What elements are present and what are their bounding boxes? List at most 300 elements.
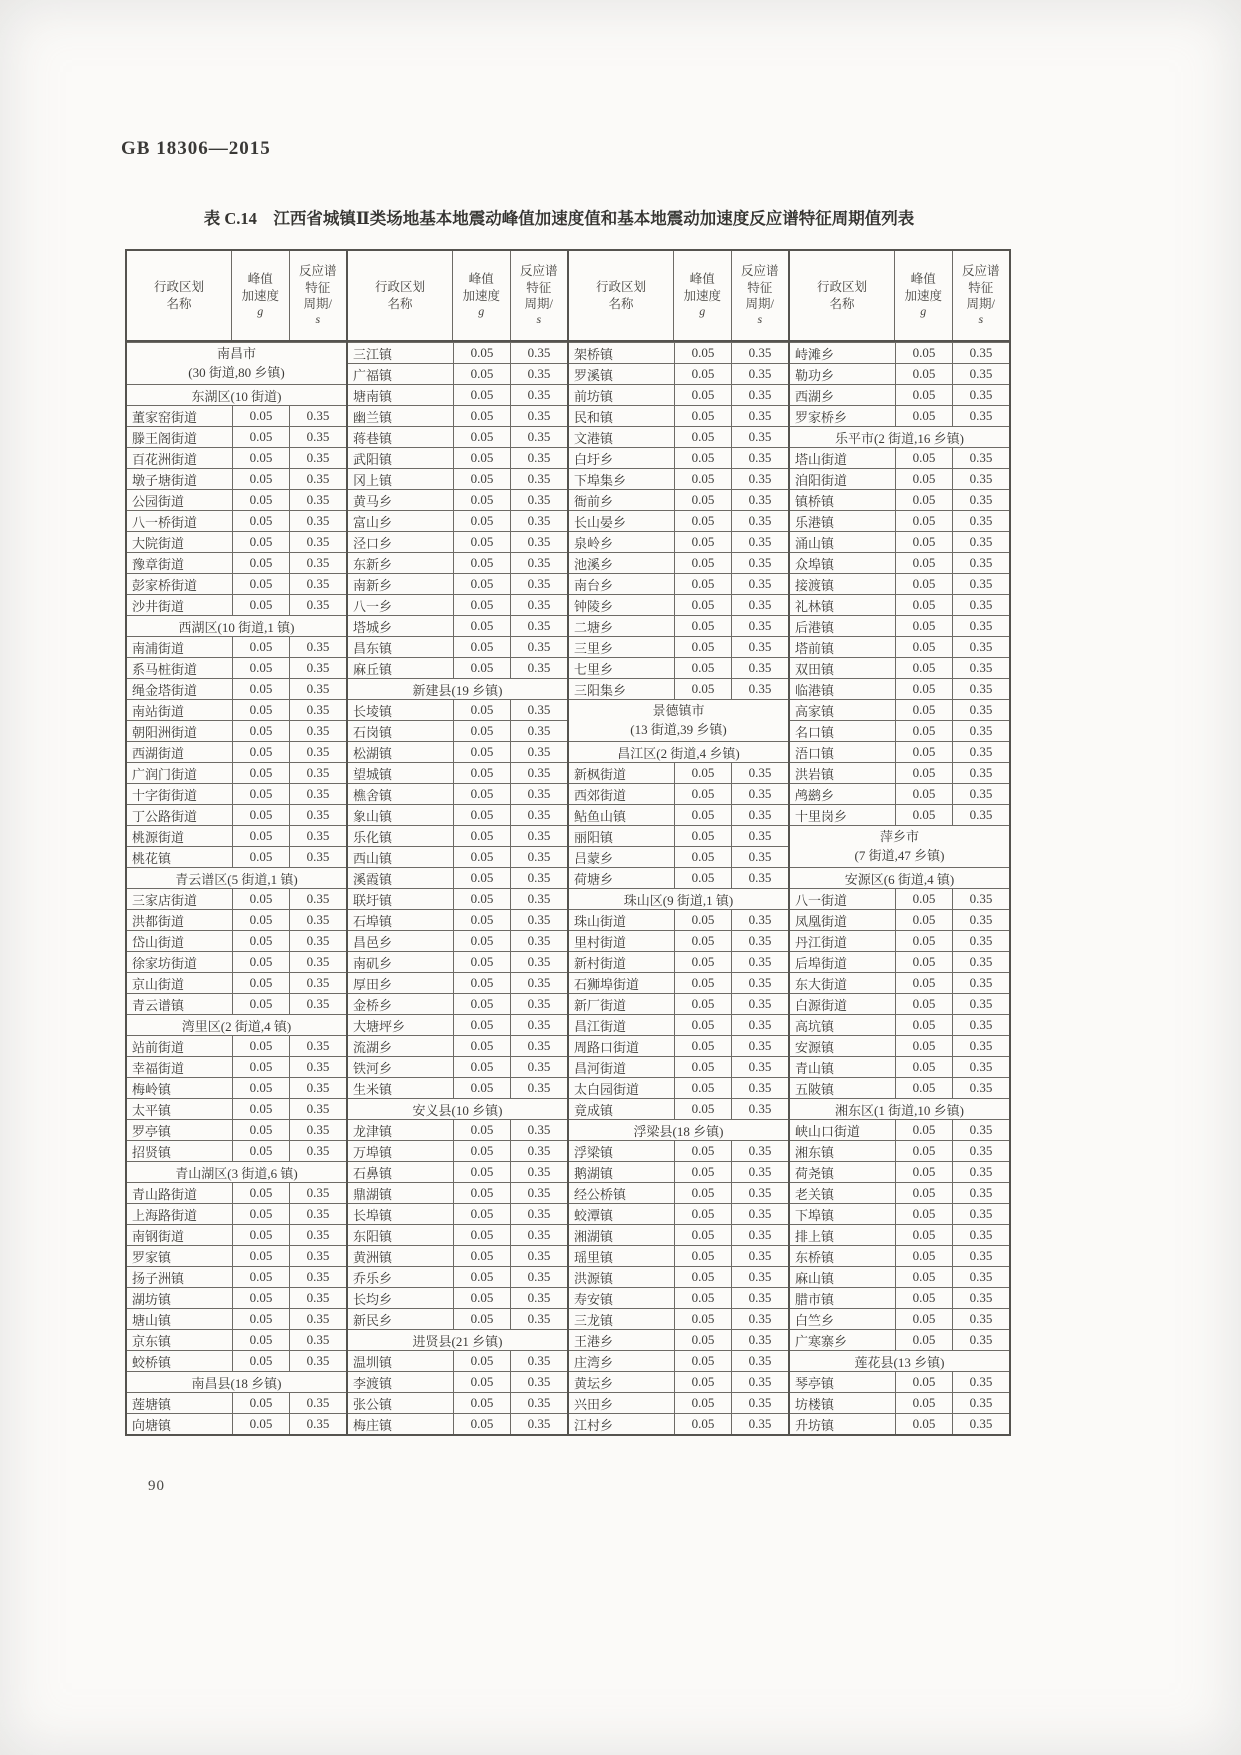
- table-row: [348, 510, 567, 531]
- pga-value-cell: 0.05: [674, 763, 731, 783]
- district-name-cell: 南站街道: [132, 703, 185, 719]
- district-name-cell: 蛟潭镇: [574, 1207, 614, 1223]
- table-group-header: [348, 1329, 567, 1350]
- pga-value-cell: 0.05: [453, 385, 510, 405]
- district-name-cell: 朝阳洲街道: [132, 724, 198, 740]
- column-header-row: [569, 251, 788, 342]
- table-row: [348, 867, 567, 888]
- district-name-cell: 上海路街道: [132, 1207, 198, 1223]
- district-name-cell: 厚田乡: [353, 976, 393, 992]
- period-value-cell: 0.35: [289, 553, 346, 573]
- table-row: [790, 1224, 1009, 1245]
- pga-value-cell: 0.05: [895, 1120, 952, 1140]
- pga-value-cell: 0.05: [232, 490, 289, 510]
- district-name-cell: 龙津镇: [353, 1123, 393, 1139]
- pga-value-cell: 0.05: [674, 1078, 731, 1098]
- group-header-text: 莲花县(13 乡镇): [854, 1354, 945, 1370]
- group-header-text: 新建县(19 乡镇): [412, 682, 503, 698]
- district-name-cell: 乐化镇: [353, 829, 393, 845]
- period-value-cell: 0.35: [289, 1099, 346, 1119]
- table-row: [348, 342, 567, 363]
- period-value-cell: 0.35: [731, 1351, 788, 1371]
- district-name-cell: 东大街道: [795, 976, 848, 992]
- district-name-cell: 下埠集乡: [574, 472, 627, 488]
- table-row: [569, 846, 788, 867]
- period-value-cell: 0.35: [952, 1393, 1009, 1413]
- table-row: [348, 1203, 567, 1224]
- period-value-cell: 0.35: [731, 763, 788, 783]
- table-row: [790, 342, 1009, 363]
- district-name-cell: 幸福街道: [132, 1060, 185, 1076]
- district-name-cell: 东阳镇: [353, 1228, 393, 1244]
- district-name-cell: 象山镇: [353, 808, 393, 824]
- header-spectrum-period: 反应谱 特征 周期/ s: [952, 251, 1009, 340]
- pga-value-cell: 0.05: [453, 1267, 510, 1287]
- table-row: [790, 573, 1009, 594]
- period-value-cell: 0.35: [731, 1225, 788, 1245]
- pga-value-cell: 0.05: [453, 847, 510, 867]
- table-row: [569, 909, 788, 930]
- period-value-cell: 0.35: [731, 1330, 788, 1350]
- district-name-cell: 接渡镇: [795, 577, 835, 593]
- period-value-cell: 0.35: [510, 385, 567, 405]
- table-row: [790, 1119, 1009, 1140]
- district-name-cell: 鹅湖镇: [574, 1165, 614, 1181]
- pga-value-cell: 0.05: [232, 595, 289, 615]
- table-row: [790, 489, 1009, 510]
- group-header-text: 珠山区(9 街道,1 镇): [623, 892, 734, 908]
- table-row: [127, 930, 346, 951]
- period-value-cell: 0.35: [289, 1393, 346, 1413]
- table-row: [127, 1392, 346, 1413]
- table-row: [569, 867, 788, 888]
- district-name-cell: 岱山街道: [132, 934, 185, 950]
- table-row: [348, 1056, 567, 1077]
- table-group-header: [790, 825, 1009, 867]
- period-value-cell: 0.35: [289, 1267, 346, 1287]
- district-name-cell: 丹江街道: [795, 934, 848, 950]
- pga-value-cell: 0.05: [674, 616, 731, 636]
- pga-value-cell: 0.05: [232, 427, 289, 447]
- district-name-cell: 昌邑乡: [353, 934, 393, 950]
- table-row: [127, 783, 346, 804]
- group-header-text: (13 街道,39 乡镇): [630, 721, 727, 737]
- period-value-cell: 0.35: [731, 1372, 788, 1392]
- pga-value-cell: 0.05: [232, 1183, 289, 1203]
- pga-value-cell: 0.05: [453, 1078, 510, 1098]
- pga-value-cell: 0.05: [674, 364, 731, 384]
- period-value-cell: 0.35: [510, 994, 567, 1014]
- period-value-cell: 0.35: [731, 847, 788, 867]
- table-row: [127, 1140, 346, 1161]
- table-row: [127, 846, 346, 867]
- table-row: [790, 1308, 1009, 1329]
- table-row: [127, 1035, 346, 1056]
- district-name-cell: 吕蒙乡: [574, 850, 614, 866]
- period-value-cell: 0.35: [952, 469, 1009, 489]
- district-name-cell: 彭家桥街道: [132, 577, 198, 593]
- period-value-cell: 0.35: [510, 1183, 567, 1203]
- pga-value-cell: 0.05: [895, 658, 952, 678]
- period-value-cell: 0.35: [952, 1414, 1009, 1434]
- pga-value-cell: 0.05: [674, 826, 731, 846]
- pga-value-cell: 0.05: [453, 952, 510, 972]
- district-name-cell: 太平镇: [132, 1102, 172, 1118]
- table-group-header: [127, 1161, 346, 1182]
- table-row: [348, 1035, 567, 1056]
- period-value-cell: 0.35: [731, 973, 788, 993]
- pga-value-cell: 0.05: [453, 574, 510, 594]
- district-name-cell: 民和镇: [574, 409, 614, 425]
- table-row: [348, 1077, 567, 1098]
- period-value-cell: 0.35: [952, 1057, 1009, 1077]
- district-name-cell: 徐家坊街道: [132, 955, 198, 971]
- period-value-cell: 0.35: [731, 931, 788, 951]
- table-row: [348, 930, 567, 951]
- district-name-cell: 西湖街道: [132, 745, 185, 761]
- district-name-cell: 涌山镇: [795, 535, 835, 551]
- pga-value-cell: 0.05: [674, 553, 731, 573]
- district-name-cell: 三里乡: [574, 640, 614, 656]
- district-name-cell: 经公桥镇: [574, 1186, 627, 1202]
- pga-value-cell: 0.05: [895, 973, 952, 993]
- district-name-cell: 西山镇: [353, 850, 393, 866]
- district-name-cell: 新厂街道: [574, 997, 627, 1013]
- table-row: [790, 930, 1009, 951]
- district-name-cell: 后埠街道: [795, 955, 848, 971]
- pga-value-cell: 0.05: [453, 1120, 510, 1140]
- district-name-cell: 八一桥街道: [132, 514, 198, 530]
- pga-value-cell: 0.05: [674, 994, 731, 1014]
- district-name-cell: 塔城乡: [353, 619, 393, 635]
- district-name-cell: 广寒寨乡: [795, 1333, 848, 1349]
- table-group-header: [790, 1098, 1009, 1119]
- district-name-cell: 双田镇: [795, 661, 835, 677]
- pga-value-cell: 0.05: [674, 1372, 731, 1392]
- pga-value-cell: 0.05: [895, 994, 952, 1014]
- table-row: [127, 1413, 346, 1434]
- pga-value-cell: 0.05: [232, 1036, 289, 1056]
- table-row: [569, 1203, 788, 1224]
- table-row: [569, 1161, 788, 1182]
- period-value-cell: 0.35: [731, 1099, 788, 1119]
- district-name-cell: 排上镇: [795, 1228, 835, 1244]
- seismic-parameter-table: [125, 249, 1011, 1436]
- table-row: [127, 1224, 346, 1245]
- table-row: [790, 1203, 1009, 1224]
- district-name-cell: 白圩乡: [574, 451, 614, 467]
- pga-value-cell: 0.05: [674, 931, 731, 951]
- period-value-cell: 0.35: [952, 763, 1009, 783]
- district-name-cell: 高坑镇: [795, 1018, 835, 1034]
- period-value-cell: 0.35: [510, 1120, 567, 1140]
- pga-value-cell: 0.05: [895, 406, 952, 426]
- header-spectrum-period: 反应谱 特征 周期/ s: [289, 251, 346, 340]
- table-row: [569, 594, 788, 615]
- group-header-text: 西湖区(10 街道,1 镇): [178, 619, 295, 635]
- period-value-cell: 0.35: [510, 658, 567, 678]
- district-name-cell: 长堎镇: [353, 703, 393, 719]
- table-row: [348, 1182, 567, 1203]
- district-name-cell: 八一乡: [353, 598, 393, 614]
- table-row: [569, 1245, 788, 1266]
- group-header-text: 安义县(10 乡镇): [412, 1102, 503, 1118]
- table-group-header: [569, 1119, 788, 1140]
- table-row: [790, 1329, 1009, 1350]
- pga-value-cell: 0.05: [674, 805, 731, 825]
- district-name-cell: 洪都街道: [132, 913, 185, 929]
- pga-value-cell: 0.05: [232, 574, 289, 594]
- table-row: [790, 1392, 1009, 1413]
- period-value-cell: 0.35: [289, 1057, 346, 1077]
- period-value-cell: 0.35: [731, 1141, 788, 1161]
- pga-value-cell: 0.05: [895, 931, 952, 951]
- period-value-cell: 0.35: [952, 406, 1009, 426]
- period-value-cell: 0.35: [952, 994, 1009, 1014]
- table-row: [127, 1329, 346, 1350]
- table-row: [569, 1224, 788, 1245]
- table-row: [790, 909, 1009, 930]
- table-row: [569, 489, 788, 510]
- district-name-cell: 后港镇: [795, 619, 835, 635]
- period-value-cell: 0.35: [510, 1288, 567, 1308]
- pga-value-cell: 0.05: [674, 1183, 731, 1203]
- pga-value-cell: 0.05: [674, 427, 731, 447]
- district-name-cell: 三家店街道: [132, 892, 198, 908]
- district-name-cell: 鸬鹚乡: [795, 787, 835, 803]
- pga-value-cell: 0.05: [895, 1267, 952, 1287]
- pga-value-cell: 0.05: [232, 973, 289, 993]
- table-row: [790, 972, 1009, 993]
- pga-value-cell: 0.05: [232, 1225, 289, 1245]
- table-row: [569, 363, 788, 384]
- district-name-cell: 琴亭镇: [795, 1375, 835, 1391]
- pga-value-cell: 0.05: [674, 1414, 731, 1434]
- district-name-cell: 李渡镇: [353, 1375, 393, 1391]
- pga-value-cell: 0.05: [232, 1141, 289, 1161]
- pga-value-cell: 0.05: [232, 1288, 289, 1308]
- pga-value-cell: 0.05: [453, 511, 510, 531]
- district-name-cell: 青山路街道: [132, 1186, 198, 1202]
- district-name-cell: 石岗镇: [353, 724, 393, 740]
- table-row: [348, 762, 567, 783]
- district-name-cell: 三阳集乡: [574, 682, 627, 698]
- period-value-cell: 0.35: [510, 910, 567, 930]
- period-value-cell: 0.35: [510, 1057, 567, 1077]
- table-row: [127, 1098, 346, 1119]
- table-row: [569, 1098, 788, 1119]
- pga-value-cell: 0.05: [232, 1078, 289, 1098]
- table-row: [790, 1035, 1009, 1056]
- table-row: [569, 426, 788, 447]
- pga-value-cell: 0.05: [895, 1288, 952, 1308]
- table-row: [348, 531, 567, 552]
- district-name-cell: 十里岗乡: [795, 808, 848, 824]
- district-name-cell: 瑶里镇: [574, 1249, 614, 1265]
- pga-value-cell: 0.05: [453, 595, 510, 615]
- district-name-cell: 墩子塘街道: [132, 472, 198, 488]
- district-name-cell: 荷尧镇: [795, 1165, 835, 1181]
- period-value-cell: 0.35: [510, 700, 567, 720]
- pga-value-cell: 0.05: [453, 553, 510, 573]
- pga-value-cell: 0.05: [453, 1225, 510, 1245]
- pga-value-cell: 0.05: [674, 1015, 731, 1035]
- period-value-cell: 0.35: [510, 595, 567, 615]
- period-value-cell: 0.35: [731, 994, 788, 1014]
- district-name-cell: 长均乡: [353, 1291, 393, 1307]
- pga-value-cell: 0.05: [674, 448, 731, 468]
- pga-value-cell: 0.05: [674, 868, 731, 888]
- period-value-cell: 0.35: [510, 616, 567, 636]
- pga-value-cell: 0.05: [674, 1246, 731, 1266]
- pga-value-cell: 0.05: [453, 364, 510, 384]
- pga-value-cell: 0.05: [453, 1141, 510, 1161]
- table-row: [348, 783, 567, 804]
- table-row: [790, 615, 1009, 636]
- pga-value-cell: 0.05: [232, 1204, 289, 1224]
- period-value-cell: 0.35: [289, 742, 346, 762]
- table-row: [569, 825, 788, 846]
- pga-value-cell: 0.05: [674, 1162, 731, 1182]
- period-value-cell: 0.35: [510, 574, 567, 594]
- column-group-2: [346, 251, 567, 1434]
- table-row: [569, 1392, 788, 1413]
- pga-value-cell: 0.05: [453, 910, 510, 930]
- table-row: [127, 657, 346, 678]
- district-name-cell: 乐港镇: [795, 514, 835, 530]
- pga-value-cell: 0.05: [895, 1225, 952, 1245]
- header-peak-acceleration: 峰值 加速度 g: [452, 251, 509, 340]
- period-value-cell: 0.35: [952, 1288, 1009, 1308]
- period-value-cell: 0.35: [952, 511, 1009, 531]
- group-header-text: 南昌县(18 乡镇): [191, 1375, 282, 1391]
- pga-value-cell: 0.05: [895, 511, 952, 531]
- period-value-cell: 0.35: [510, 364, 567, 384]
- period-value-cell: 0.35: [952, 595, 1009, 615]
- table-row: [348, 594, 567, 615]
- table-row: [348, 1119, 567, 1140]
- period-value-cell: 0.35: [510, 427, 567, 447]
- district-name-cell: 丁公路街道: [132, 808, 198, 824]
- table-group-header: [348, 1098, 567, 1119]
- district-name-cell: 梅庄镇: [353, 1417, 393, 1433]
- period-value-cell: 0.35: [510, 889, 567, 909]
- period-value-cell: 0.35: [289, 1120, 346, 1140]
- table-row: [348, 720, 567, 741]
- district-name-cell: 升坊镇: [795, 1417, 835, 1433]
- pga-value-cell: 0.05: [895, 721, 952, 741]
- district-name-cell: 峙滩乡: [795, 346, 835, 362]
- table-row: [348, 804, 567, 825]
- period-value-cell: 0.35: [510, 1162, 567, 1182]
- table-row: [790, 720, 1009, 741]
- table-row: [569, 1413, 788, 1434]
- table-row: [348, 699, 567, 720]
- period-value-cell: 0.35: [289, 763, 346, 783]
- district-name-cell: 塔山街道: [795, 451, 848, 467]
- period-value-cell: 0.35: [952, 1183, 1009, 1203]
- period-value-cell: 0.35: [952, 1330, 1009, 1350]
- district-name-cell: 长埠镇: [353, 1207, 393, 1223]
- district-name-cell: 梅岭镇: [132, 1081, 172, 1097]
- period-value-cell: 0.35: [510, 637, 567, 657]
- pga-value-cell: 0.05: [895, 700, 952, 720]
- district-name-cell: 礼林镇: [795, 598, 835, 614]
- period-value-cell: 0.35: [731, 595, 788, 615]
- table-row: [127, 678, 346, 699]
- table-row: [127, 741, 346, 762]
- district-name-cell: 西湖乡: [795, 388, 835, 404]
- period-value-cell: 0.35: [510, 826, 567, 846]
- period-value-cell: 0.35: [731, 1309, 788, 1329]
- table-row: [348, 1392, 567, 1413]
- pga-value-cell: 0.05: [232, 658, 289, 678]
- table-row: [790, 888, 1009, 909]
- period-value-cell: 0.35: [510, 784, 567, 804]
- district-name-cell: 望城镇: [353, 766, 393, 782]
- table-group-header: [569, 741, 788, 762]
- period-value-cell: 0.35: [289, 490, 346, 510]
- district-name-cell: 万埠镇: [353, 1144, 393, 1160]
- table-row: [127, 531, 346, 552]
- pga-value-cell: 0.05: [895, 763, 952, 783]
- pga-value-cell: 0.05: [895, 679, 952, 699]
- table-row: [348, 1350, 567, 1371]
- table-row: [569, 972, 788, 993]
- pga-value-cell: 0.05: [674, 1288, 731, 1308]
- district-name-cell: 生米镇: [353, 1081, 393, 1097]
- pga-value-cell: 0.05: [674, 406, 731, 426]
- table-row: [790, 762, 1009, 783]
- district-name-cell: 幽兰镇: [353, 409, 393, 425]
- district-name-cell: 文港镇: [574, 430, 614, 446]
- period-value-cell: 0.35: [952, 1372, 1009, 1392]
- district-name-cell: 老关镇: [795, 1186, 835, 1202]
- table-group-header: [348, 678, 567, 699]
- period-value-cell: 0.35: [289, 448, 346, 468]
- group-header-text: (30 街道,80 乡镇): [188, 364, 285, 380]
- period-value-cell: 0.35: [952, 952, 1009, 972]
- pga-value-cell: 0.05: [232, 931, 289, 951]
- table-group-header: [127, 342, 346, 384]
- period-value-cell: 0.35: [289, 1288, 346, 1308]
- period-value-cell: 0.35: [952, 364, 1009, 384]
- pga-value-cell: 0.05: [674, 952, 731, 972]
- period-value-cell: 0.35: [952, 1204, 1009, 1224]
- pga-value-cell: 0.05: [895, 952, 952, 972]
- table-row: [569, 1014, 788, 1035]
- pga-value-cell: 0.05: [453, 1393, 510, 1413]
- table-row: [790, 1266, 1009, 1287]
- table-row: [348, 384, 567, 405]
- pga-value-cell: 0.05: [895, 1162, 952, 1182]
- district-name-cell: 昌河街道: [574, 1060, 627, 1076]
- table-row: [569, 1056, 788, 1077]
- period-value-cell: 0.35: [289, 658, 346, 678]
- district-name-cell: 联圩镇: [353, 892, 393, 908]
- district-name-cell: 鲇鱼山镇: [574, 808, 627, 824]
- table-row: [348, 552, 567, 573]
- table-row: [569, 531, 788, 552]
- pga-value-cell: 0.05: [895, 490, 952, 510]
- table-title: 表 C.14 江西省城镇Ⅱ类场地基本地震动峰值加速度值和基本地震动加速度反应谱特征周期值列表: [203, 209, 915, 228]
- table-row: [569, 1266, 788, 1287]
- period-value-cell: 0.35: [731, 1036, 788, 1056]
- pga-value-cell: 0.05: [232, 847, 289, 867]
- pga-value-cell: 0.05: [674, 658, 731, 678]
- table-row: [127, 1182, 346, 1203]
- table-group-header: [127, 384, 346, 405]
